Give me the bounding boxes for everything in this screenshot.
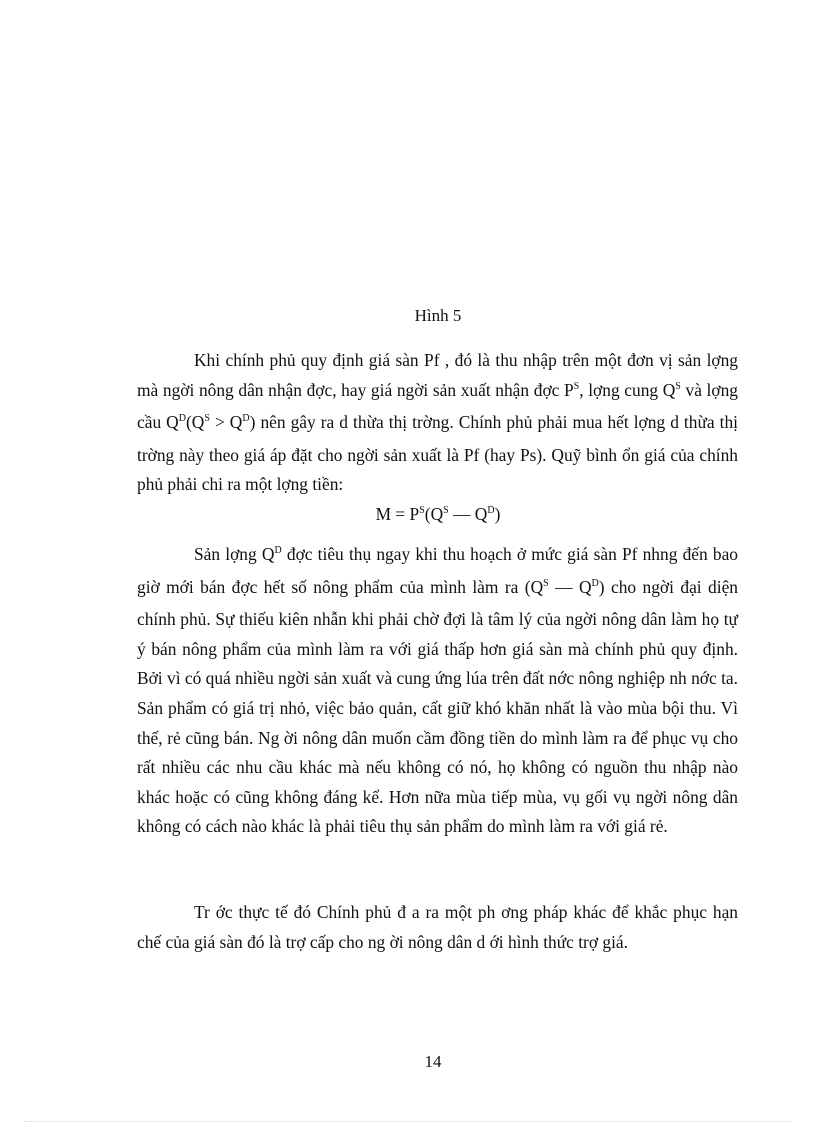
figure-caption: Hình 5	[414, 306, 462, 325]
superscript: S	[573, 380, 580, 392]
superscript: D	[487, 505, 495, 516]
text-run: ) cho ngời đại diện chính phủ. Sự thiếu kiên nhẫn khi phải chờ đợi là tâm lý của ngời nông dân làm họ tự ý bán nông phẩm của mình làm ra với giá thấp hơn giá sàn mà chính phủ quy định. Bởi vì có quá nhiều ngời sản xuất và cung ứng lúa trên đất nớc nông nghiệp nh nớc ta. Sản phẩm có giá trị nhỏ, việc bảo quản, cất giữ khó khăn nhất là vào mùa bội thu. Vì thế, rẻ cũng bán. Ng ời nông dân muốn cầm đồng tiền do mình làm ra để phục vụ cho rất nhiều các nhu cầu khác mà nếu không có nó, họ không có nguồn thu nhập nào khác hoặc có cũng không đáng kể. Hơn nữa mùa tiếp mùa, vụ gối vụ ngời nông dân không có cách nào khác là phải tiêu thụ sản phẩm do mình làm ra với giá rẻ.	[137, 576, 738, 837]
page-number: 14	[424, 1052, 442, 1071]
paragraph-output-sales	[137, 540, 738, 842]
text-run: ) nên gây ra d thừa thị trờng. Chính phủ phải mua hết lợng d thừa thị trờng này theo giá áp đặt cho ngời sản xuất là Pf (hay Ps). Quỹ bình ổn giá của chính phủ phải chi ra một lợng tiền:	[137, 412, 739, 495]
superscript: D	[242, 413, 250, 425]
text-run: đợc tiêu thụ ngay khi thu hoạch ở mức giá sàn Pf nhng đến bao giờ mới bán đợc hết số nông phẩm của mình làm ra (Q	[137, 544, 738, 597]
superscript: S	[204, 413, 210, 425]
superscript: S	[419, 505, 425, 516]
paragraph-subsidy	[137, 898, 738, 957]
formula-run: )	[494, 504, 501, 524]
text-run: Sản lợng Q	[194, 544, 275, 564]
text-run: và lợng cầu Q	[137, 379, 738, 433]
text-run: Khi chính phủ quy định giá sàn Pf , đó là thu nhập trên một đơn vị sản lợng mà ngời nông dân nhận đợc, hay giá ngời sản xuất nhận đợc P	[137, 350, 738, 400]
text-run: > Q	[209, 412, 243, 433]
paragraph-subsidy-text: Tr ớc thực tế đó Chính phủ đ a ra một ph ơng pháp khác để khắc phục hạn chế của giá sàn đó là trợ cấp cho ng ời nông dân d ới hình thức trợ giá.	[137, 902, 738, 952]
footer-divider	[24, 1121, 792, 1122]
superscript: D	[274, 545, 282, 556]
superscript: D	[591, 577, 599, 589]
text-run: — Q	[548, 576, 592, 597]
formula-run: M = P	[375, 504, 420, 524]
text-run: , lợng cung Q	[579, 379, 676, 400]
formula-run: — Q	[448, 504, 488, 524]
text-run: (Q	[185, 412, 205, 433]
superscript: S	[675, 380, 681, 392]
superscript: D	[178, 413, 186, 425]
formula-run: (Q	[424, 504, 444, 524]
superscript: S	[443, 505, 449, 516]
paragraph-price-floor	[137, 346, 738, 500]
superscript: S	[543, 577, 549, 589]
formula-stabilization-fund	[0, 504, 816, 525]
